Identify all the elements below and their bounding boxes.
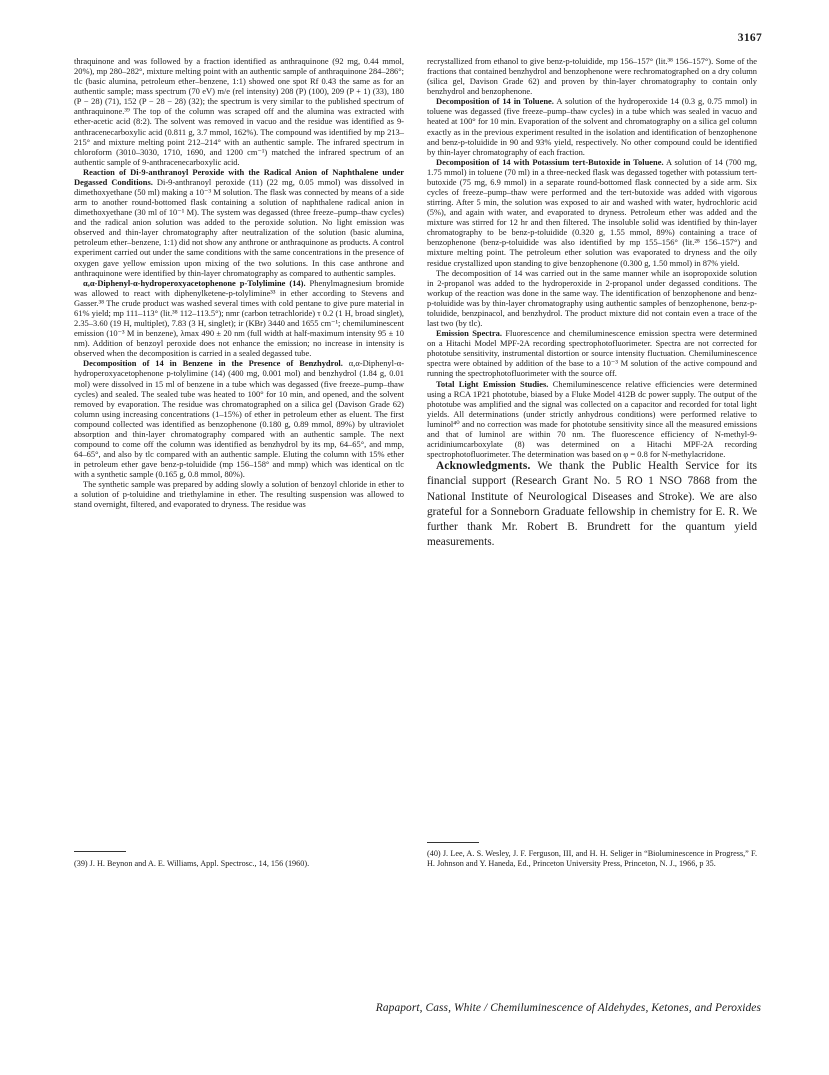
acknowledgments — [427, 459, 757, 550]
footnote-40: (40) J. Lee, A. S. Wesley, J. F. Ferguson, III, and H. H. Seliger in “Bioluminescence in Progress,” F. H. Johnson and Y. Haneda, Ed., Princeton University Press, Princeton, N. J., 1966, p 35. — [427, 849, 757, 868]
acknowledgments-body: We thank the Public Health Service for its financial support (Research Grant No. 5 RO 1 NSO 7868 from the National Institute of Neurological Diseases and Stroke). We are also grateful for a Sonneborn Graduate fellowship in chemistry for E. R. We further thank Mr. Robert B. Brundrett for the quantum yield measurements. — [427, 460, 757, 549]
left-column — [74, 56, 404, 510]
footnote-divider — [427, 842, 479, 843]
paragraph — [427, 157, 757, 268]
section-heading: α,α-Diphenyl-α-hydroperoxyacetophenone p-Tolylimine (14). — [83, 277, 306, 288]
paragraph — [74, 167, 404, 278]
paragraph-body: Fluorescence and chemiluminescence emission spectra were determined on a Hitachi Model MPF-2A recording spectrophotofluorimeter. Spectra are not corrected for phototube sensitivity, instrumental distortion or source intensity fluctuation. Chemiluminescence spectra were obtained by addition of the base to a 10⁻³ M solution of the active compound and running the spectrophotofluorimeter with the source off. — [427, 328, 757, 379]
section-heading: Decomposition of 14 in Toluene. — [436, 96, 554, 107]
running-footer: Rapaport, Cass, White / Chemiluminescence of Aldehydes, Ketones, and Peroxides — [375, 1002, 761, 1014]
paragraph: The synthetic sample was prepared by adding slowly a solution of benzoyl chloride in ether to a solution of p-toluidine and triethylamine in ether. The resulting suspension was allowed to stand overnight, filtered, and evaporated to dryness. The residue was — [74, 479, 404, 510]
paragraph: thraquinone and was followed by a fraction identified as anthraquinone (92 mg, 0.44 mmol, 20%), mp 280–282°, mixture melting point with an authentic sample of anthraquinone 284–286°; tlc (basic alumina, petroleum ether–benzene, 1:1) showed one spot Rf 0.43 the same as for an authentic sample; mass spectrum (70 eV) m/e (rel intensity) 208 (P) (100), 209 (P + 1) (33), 180 (P − 28) (71), 152 (P − 28 − 28) (32); the spectrum is very similar to the published spectrum of anthraquinone.³⁹ The top of the column was scraped off and the alumina was extracted with ether-acetic acid (8:2). The solvent was removed in vacuo and the residue was identified as 9-anthracenecarboxylic acid (0.811 g, 3.7 mmol, 162%). The compound was identified by mp 213–215° and mixture melting point 212–214° with an authentic sample. The infrared spectrum in chloroform (3010–3030, 1710, 1690, and 1200 cm⁻¹) matched the infrared spectrum of an authentic sample of 9-anthracenecarboxylic acid. — [74, 56, 404, 167]
section-heading: Decomposition of 14 with Potassium tert-Butoxide in Toluene. — [436, 156, 664, 167]
paragraph — [74, 358, 404, 479]
paragraph-body: Di-9-anthranoyl peroxide (11) (22 mg, 0.05 mmol) was dissolved in dimethoxyethane (50 ml) making a 10⁻³ M solution. The flask was connected by means of a side arm to another round-bottomed flask containing a solution of naphthalene radical anion in dimethoxyethane (30 ml of 10⁻¹ M). The system was degassed (three freeze–pump–thaw cycles) and the radical anion solution was added to the peroxide solution. No light emission was observed and thin-layer chromatography after neutralization of the solution (basic alumina, petroleum ether–benzene, 1:1) did not show any anthrone or anthraquinone as products. A control experiment carried out under the same conditions with the same concentrations in the presence of oxygen gave yellow emission upon mixing of the two solutions. In this case anthrone and anthraquinone were identified by thin-layer chromatography as compared to authentic samples. — [74, 176, 404, 278]
footnote-39: (39) J. H. Beynon and A. E. Williams, Appl. Spectrosc., 14, 156 (1960). — [74, 859, 310, 868]
section-heading: Reaction of Di-9-anthranoyl Peroxide with the Radical Anion of Naphthalene under Degassed Conditions. — [74, 166, 404, 187]
paragraph-body: Phenylmagnesium bromide was allowed to react with diphenylketene-p-tolylimine³³ in ether according to Stevens and Gasser.³⁸ The crude product was washed several times with cold pentane to give pure material in 61% yield; mp 111–113° (lit.³⁸ 112–113.5°); nmr (carbon tetrachloride) τ 0.2 (1 H, broad singlet), 2.35–3.60 (19 H, multiplet), 7.83 (3 H, singlet); ir (KBr) 3440 and 1655 cm⁻¹; chemiluminescent emission (10⁻³ M in benzene), λmax 490 ± 20 nm (full width at half-maximum intensity 95 ± 10 nm). Addition of benzoyl peroxide does not enhance the emission; no increase in intensity is observed when the decomposition is carried in a sealed degassed tube. — [74, 277, 404, 359]
paragraph-body: A solution of 14 (700 mg, 1.75 mmol) in toluene (70 ml) in a three-necked flask was degassed together with potassium tert-butoxide (75 mg, 6.9 mmol) in a separate round-bottomed flask connected by a side arm. Six cycles of freeze–pump–thaw were performed and the tert-butoxide was added with vigorous stirring. After 5 min, the solution was exposed to air and washed with water, hydrochloric acid (5%), and again with water, and evaporated to dryness. Petroleum ether was added and the mixture was stirred for 12 hr and then filtered. The insoluble solid was identified by thin-layer chromatography to be benz-p-toluidide (0.320 g, 1.55 mmol, 89%) containing a trace of benzophenone (benz-p-toluidide was also identified by mp 155–156° (lit.²⁸ 156–157°) and mixture melting point. The petroleum ether solution was evaporated to dryness and the oily residue crystallized upon standing to give benzophenone (0.300 g, 1.50 mmol) in 87% yield. — [427, 156, 757, 268]
paragraph-body: Chemiluminescence relative efficiencies were determined using a RCA 1P21 phototube, biased by a Fluke Model 412B dc power supply. The output of the phototube was amplified and the signal was collected on a capacitor and recorded for total light yields. All determinations (under strictly anhydrous conditions) were performed relative to luminol⁴⁰ and no correction was made for phototube sensitivity since all the measured emissions and that of luminol are within 70 nm. The fluorescence efficiency of N-methyl-9-acridiniumcarboxylate (8) was determined on a Hitachi MPF-2A recording spectrophotofluorimeter. The determination was based on φ = 0.8 for N-methylacridone. — [427, 378, 757, 460]
paragraph: The decomposition of 14 was carried out in the same manner while an isopropoxide solution in 2-propanol was added to the hydroperoxide in 2-propanol under degassed conditions. The workup of the reaction was done in the same way. The identification of benzophenone and benz-p-toluidide was by thin-layer chromatography using authentic samples of benzophenone, benz-p-toluidide, benzpinacol, and benzhydrol. The product mixture did not contain even a trace of the last two (by tlc). — [427, 267, 757, 329]
paragraph-body: A solution of the hydroperoxide 14 (0.3 g, 0.75 mmol) in toluene was degassed (five freeze–pump–thaw cycles) in a tube which was sealed in vacuo and heated at 100° for 10 min. Evaporation of the solvent and chromatography on a silica gel column exactly as in the previous experiment resulted in the isolation and identification of benzophenone and benz-p-toluidide in 90 and 93% yield, respectively. No other compound could be identified by thin-layer chromatography of each fraction. — [427, 96, 758, 157]
acknowledgments-heading: Acknowledgments. — [436, 460, 531, 473]
paragraph-body: α,α-Diphenyl-α-hydroperoxyacetophenone p-tolylimine (14) (400 mg, 0.001 mol) and benzhydrol (1.84 g, 0.01 mol) were dissolved in 15 ml of benzene in a tube which was degassed (five freeze–pump–thaw cycles) and sealed. The sealed tube was heated to 100° for 10 min, and opened, and the solvent removed by evaporation. The residue was chromatographed on a silica gel (Davison Grade 62) column using increasing concentrations (1–15%) of ether in petroleum ether as eluent. The first compound collected was identified as benzophenone (0.180 g, 0.89 mmol, 89%) by ultraviolet absorption and thin-layer chromatography compared with an authentic sample. The next compound to come off the column was identified as benzhydrol by its mp, 64–65°, and mmp, 64–65°, and also by tlc compared with an authentic sample. Eluting the column with 15% ether in petroleum ether gave benz-p-toluidide (mp 156–158° and mmp) which was identical on tlc with a synthetic sample (0.165 g, 0.8 mmol, 80%). — [74, 358, 405, 480]
section-heading: Decomposition of 14 in Benzene in the Presence of Benzhydrol. — [83, 358, 343, 369]
section-heading: Total Light Emission Studies. — [436, 378, 549, 389]
page-number: 3167 — [737, 32, 762, 44]
right-column — [427, 56, 757, 550]
section-heading: Emission Spectra. — [436, 328, 502, 339]
paragraph — [74, 278, 404, 359]
paragraph — [427, 328, 757, 378]
paragraph — [427, 96, 757, 156]
footnote-divider — [74, 851, 126, 852]
paragraph — [427, 379, 757, 460]
paragraph: recrystallized from ethanol to give benz-p-toluidide, mp 156–157° (lit.³⁸ 156–157°). Some of the fractions that contained benzhydrol and benzophenone were rechromatographed on a dry column (silica gel, Davison Grade 62) and proven by thin-layer chromatography to contain only benzhydrol and benzophenone. — [427, 56, 757, 97]
